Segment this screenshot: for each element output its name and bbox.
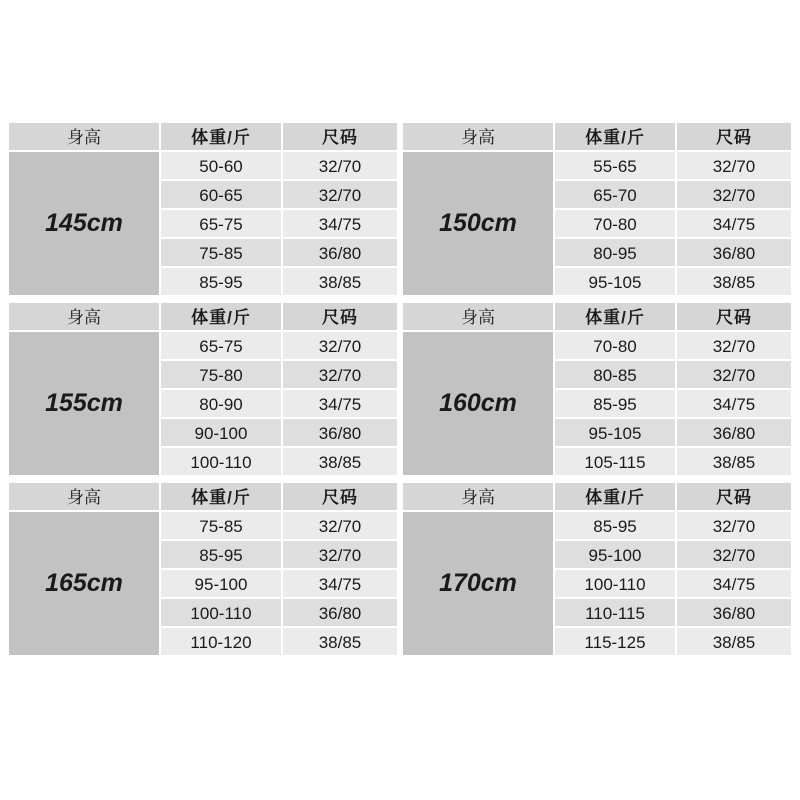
weight-value: 115-125: [554, 627, 676, 656]
column-header-weight: 体重/斤: [554, 482, 676, 511]
weight-value: 90-100: [160, 418, 282, 447]
size-value: 32/70: [282, 331, 398, 360]
weight-value: 80-90: [160, 389, 282, 418]
size-value: 36/80: [676, 238, 792, 267]
size-value: 32/70: [282, 511, 398, 540]
weight-value: 85-95: [160, 540, 282, 569]
weight-value: 75-85: [160, 238, 282, 267]
weight-value: 95-105: [554, 418, 676, 447]
height-value: 160cm: [402, 331, 554, 476]
weight-value: 65-70: [554, 180, 676, 209]
height-value: 170cm: [402, 511, 554, 656]
size-table-155cm: [8, 302, 398, 476]
weight-value: 75-85: [160, 511, 282, 540]
weight-value: 100-110: [160, 447, 282, 476]
height-value: 155cm: [8, 331, 160, 476]
weight-value: 105-115: [554, 447, 676, 476]
size-value: 38/85: [282, 267, 398, 296]
size-value: 32/70: [676, 360, 792, 389]
weight-value: 85-95: [554, 389, 676, 418]
column-header-weight: 体重/斤: [554, 302, 676, 331]
size-value: 32/70: [676, 511, 792, 540]
column-header-size: 尺码: [282, 302, 398, 331]
size-value: 38/85: [282, 447, 398, 476]
column-header-weight: 体重/斤: [160, 302, 282, 331]
size-value: 32/70: [676, 331, 792, 360]
size-value: 38/85: [676, 267, 792, 296]
size-value: 38/85: [676, 447, 792, 476]
weight-value: 85-95: [160, 267, 282, 296]
column-header-size: 尺码: [282, 482, 398, 511]
weight-value: 70-80: [554, 209, 676, 238]
size-value: 36/80: [282, 418, 398, 447]
size-value: 36/80: [676, 418, 792, 447]
weight-value: 95-100: [160, 569, 282, 598]
size-value: 34/75: [676, 569, 792, 598]
column-header-height: 身高: [402, 302, 554, 331]
size-value: 36/80: [282, 598, 398, 627]
size-table-160cm: [402, 302, 792, 476]
column-header-height: 身高: [8, 122, 160, 151]
size-value: 36/80: [676, 598, 792, 627]
size-value: 34/75: [282, 209, 398, 238]
size-value: 34/75: [282, 569, 398, 598]
weight-value: 110-120: [160, 627, 282, 656]
height-value: 145cm: [8, 151, 160, 296]
size-value: 38/85: [676, 627, 792, 656]
size-value: 32/70: [282, 540, 398, 569]
column-header-weight: 体重/斤: [160, 482, 282, 511]
size-value: 34/75: [676, 389, 792, 418]
size-value: 32/70: [282, 180, 398, 209]
size-value: 34/75: [676, 209, 792, 238]
size-table-150cm: [402, 122, 792, 296]
size-chart-grid: [8, 122, 792, 656]
weight-value: 100-110: [160, 598, 282, 627]
size-table-165cm: [8, 482, 398, 656]
column-header-height: 身高: [8, 302, 160, 331]
weight-value: 110-115: [554, 598, 676, 627]
size-value: 32/70: [676, 540, 792, 569]
column-header-height: 身高: [8, 482, 160, 511]
weight-value: 85-95: [554, 511, 676, 540]
column-header-height: 身高: [402, 482, 554, 511]
weight-value: 75-80: [160, 360, 282, 389]
size-value: 38/85: [282, 627, 398, 656]
weight-value: 50-60: [160, 151, 282, 180]
weight-value: 100-110: [554, 569, 676, 598]
column-header-size: 尺码: [676, 302, 792, 331]
weight-value: 95-105: [554, 267, 676, 296]
size-value: 32/70: [282, 151, 398, 180]
column-header-size: 尺码: [676, 482, 792, 511]
weight-value: 60-65: [160, 180, 282, 209]
size-table-170cm: [402, 482, 792, 656]
weight-value: 80-95: [554, 238, 676, 267]
size-value: 32/70: [676, 151, 792, 180]
weight-value: 80-85: [554, 360, 676, 389]
size-value: 32/70: [676, 180, 792, 209]
column-header-weight: 体重/斤: [554, 122, 676, 151]
size-value: 36/80: [282, 238, 398, 267]
height-value: 165cm: [8, 511, 160, 656]
weight-value: 95-100: [554, 540, 676, 569]
height-value: 150cm: [402, 151, 554, 296]
column-header-size: 尺码: [282, 122, 398, 151]
size-value: 34/75: [282, 389, 398, 418]
weight-value: 65-75: [160, 209, 282, 238]
weight-value: 55-65: [554, 151, 676, 180]
size-value: 32/70: [282, 360, 398, 389]
size-table-145cm: [8, 122, 398, 296]
column-header-weight: 体重/斤: [160, 122, 282, 151]
weight-value: 65-75: [160, 331, 282, 360]
column-header-size: 尺码: [676, 122, 792, 151]
weight-value: 70-80: [554, 331, 676, 360]
column-header-height: 身高: [402, 122, 554, 151]
